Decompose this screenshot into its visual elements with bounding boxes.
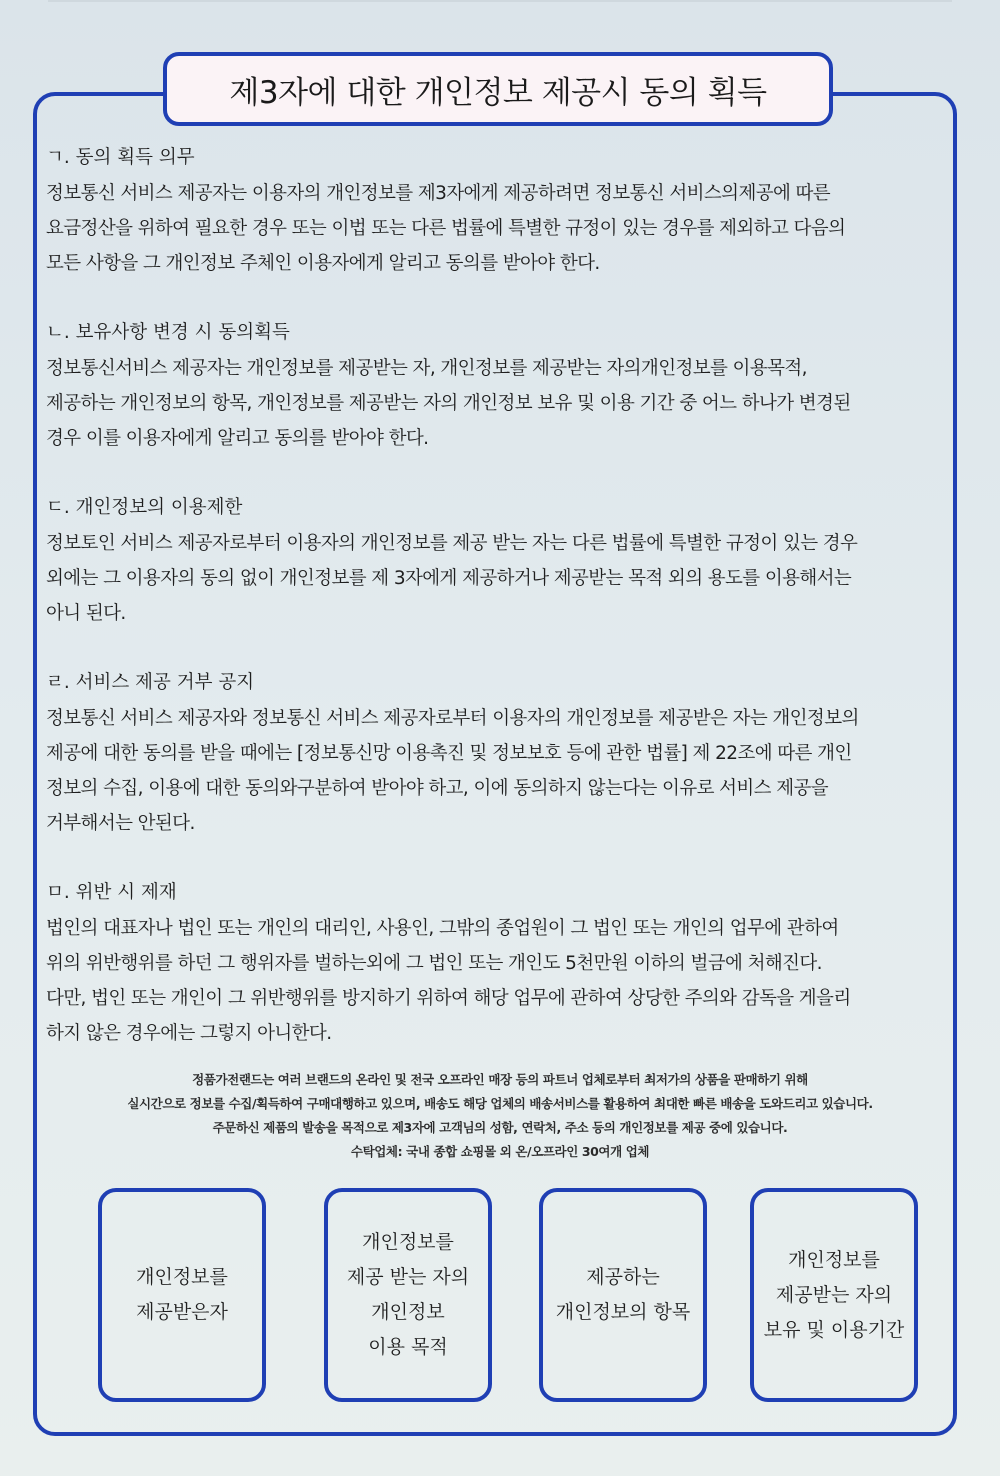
section-heading: ㄴ. 보유사항 변경 시 동의획득 — [46, 322, 290, 343]
consent-sections — [46, 140, 951, 1085]
section-sanctions — [46, 875, 951, 1051]
notice-line: 실시간으로 정보를 수집/획득하여 구매대행하고 있으며, 배송도 해당 업체의 배송서비스를 활용하여 최대한 빠른 배송을 도와드리고 있습니다. — [127, 1096, 873, 1111]
section-refusal-notice — [46, 665, 951, 841]
notice-line: 수탁업체: 국내 종합 쇼핑몰 외 온/오프라인 30여개 업체 — [350, 1144, 650, 1159]
page-title: 제3자에 대한 개인정보 제공시 동의 획득 — [163, 52, 833, 126]
section-change-consent — [46, 315, 951, 456]
section-body: 정보통신서비스 제공자는 개인정보를 제공받는 자, 개인정보를 제공받는 자의개인정보를 이용목적, 제공하는 개인정보의 항목, 개인정보를 제공받는 자의 개인정보 보유 및 이용 기간 중 어느 하나가 변경된 경우 이를 이용자에게 알리고 동의를 받아야 한다. — [46, 358, 851, 449]
section-body: 정보통신 서비스 제공자와 정보통신 서비스 제공자로부터 이용자의 개인정보를 제공받은 자는 개인정보의 제공에 대한 동의를 받을 때에는 [정보통신망 이용촉진 및 정보보호 등에 관한 법률] 제 22조에 따른 개인 정보의 수집, 이용에 대한 동의와구분하여 받아야 하고, 이에 동의하지 않는다는 이유로 서비스 제공을 거부해서는 안된다. — [46, 708, 859, 834]
section-body: 법인의 대표자나 법인 또는 개인의 대리인, 사용인, 그밖의 종업원이 그 법인 또는 개인의 업무에 관하여 위의 위반행위를 하던 그 행위자를 벌하는외에 그 법인 또는 개인도 5천만원 이하의 벌금에 처해진다. 다만, 법인 또는 개인이 그 위반행위를 방지하기 위하여 해당 업무에 관하여 상당한 주의와 감독을 게을리 하지 않은 경우에는 그렇지 아니한다. — [46, 918, 851, 1044]
section-heading: ㅁ. 위반 시 제재 — [46, 882, 177, 903]
notice-line: 정품가전랜드는 여러 브랜드의 온라인 및 전국 오프라인 매장 등의 파트너 업체로부터 최저가의 상품을 판매하기 위해 — [192, 1072, 808, 1087]
section-body: 정보통신 서비스 제공자는 이용자의 개인정보를 제3자에게 제공하려면 정보통신 서비스의제공에 따른 요금정산을 위하여 필요한 경우 또는 이법 또는 다른 법률에 특별한 규정이 있는 경우를 제외하고 다음의 모든 사항을 그 개인정보 주체인 이용자에게 알리고 동의를 받아야 한다. — [46, 183, 846, 274]
card-provided-items: 제공하는 개인정보의 항목 — [539, 1188, 707, 1402]
section-body: 정보토인 서비스 제공자로부터 이용자의 개인정보를 제공 받는 자는 다른 법률에 특별한 규정이 있는 경우 외에는 그 이용자의 동의 없이 개인정보를 제 3자에게 제공하거나 제공받는 목적 외의 용도를 이용해서는 아니 된다. — [46, 533, 858, 624]
notice-line: 주문하신 제품의 발송을 목적으로 제3자에 고객님의 성함, 연락처, 주소 등의 개인정보를 제공 중에 있습니다. — [212, 1120, 788, 1135]
card-usage-purpose: 개인정보를 제공 받는 자의 개인정보 이용 목적 — [324, 1188, 492, 1402]
section-heading: ㄷ. 개인정보의 이용제한 — [46, 497, 243, 518]
section-heading: ㄹ. 서비스 제공 거부 공지 — [46, 672, 255, 693]
section-obligation — [46, 140, 951, 281]
card-retention-period: 개인정보를 제공받는 자의 보유 및 이용기간 — [750, 1188, 918, 1402]
section-heading: ㄱ. 동의 획득 의무 — [46, 147, 195, 168]
top-divider — [48, 0, 952, 2]
section-usage-limit — [46, 490, 951, 631]
card-recipient: 개인정보를 제공받은자 — [98, 1188, 266, 1402]
third-party-notice — [40, 1068, 960, 1164]
